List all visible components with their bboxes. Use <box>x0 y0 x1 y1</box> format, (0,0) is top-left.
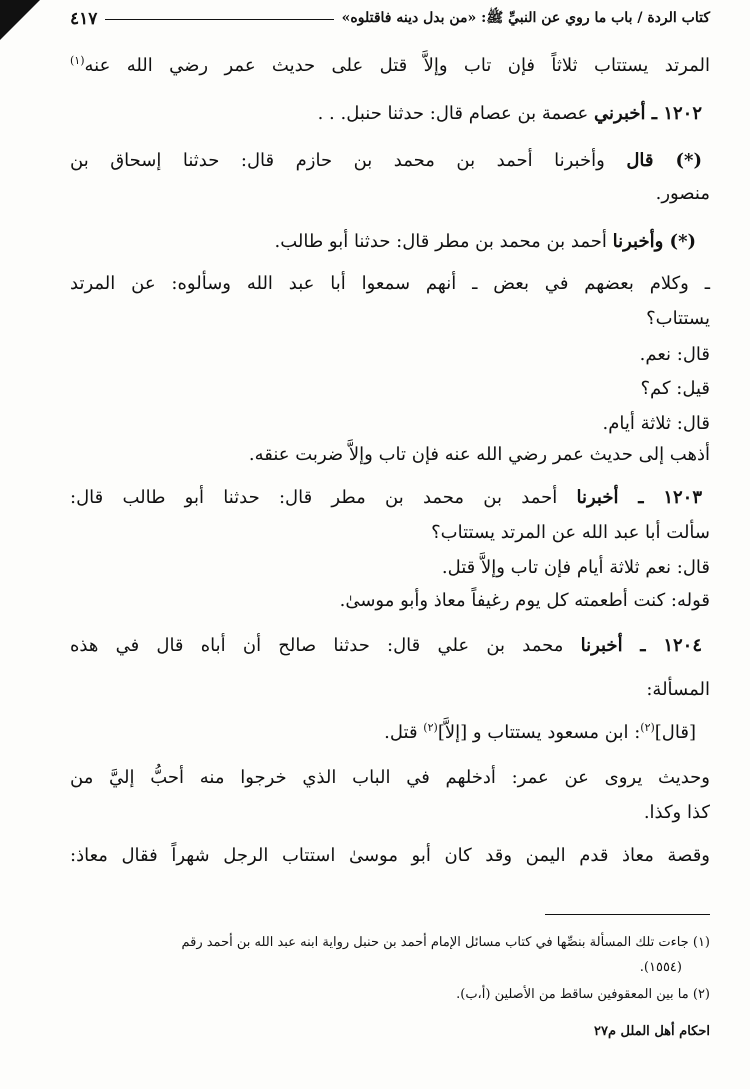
entry-1202 <box>70 100 702 128</box>
line-text: وأخبرنا أحمد بن محمد بن حازم قال: حدثنا إسحاق بن <box>70 150 605 171</box>
footnote-2: (٢) ما بين المعقوفين ساقط من الأصلين (أ،ب). <box>456 987 710 1002</box>
entry-number: ١٢٠٤ ـ أخبرنا <box>580 635 702 656</box>
running-head-title: كتاب الردة / باب ما روي عن النبيِّ ﷺ: «من بدل دينه فاقتلوه» <box>341 10 710 26</box>
text-line: وقصة معاذ قدم اليمن وقد كان أبو موسىٰ استتاب الرجل شهراً فقال معاذ: <box>70 845 710 866</box>
text-line: وحديث يروى عن عمر: أدخلهم في الباب الذي خرجوا منه أحبُّ إليَّ من <box>70 767 710 788</box>
book-page <box>70 0 710 1089</box>
printer-signature: احكام أهل الملل م٢٧ <box>594 1024 710 1039</box>
text-line <box>70 228 696 256</box>
line-text: أحمد بن محمد بن مطر قال: حدثنا أبو طالب قال: <box>70 487 558 508</box>
footnote-rule <box>545 914 710 915</box>
text-line: أذهب إلى حديث عمر رضي الله عنه فإن تاب وإلاَّ ضربت عنقه. <box>248 444 710 465</box>
entry-1204 <box>70 632 702 660</box>
line-text: محمد بن علي قال: حدثنا صالح أن أباه قال في هذه <box>70 635 564 656</box>
line-text: : ابن مسعود يستتاب و [إلاَّ] <box>437 722 641 743</box>
entry-number: ١٢٠٣ ـ أخبرنا <box>576 487 702 508</box>
text-line: قال: ثلاثة أيام. <box>602 413 710 434</box>
running-head <box>70 6 710 32</box>
text-line: قال: نعم ثلاثة أيام فإن تاب وإلاَّ قتل. <box>441 557 710 578</box>
footnote-ref: (٢) <box>640 721 655 734</box>
line-text: قتل. <box>384 722 424 743</box>
footnote-1: (١) جاءت تلك المسألة بنصِّها في كتاب مسائل الإمام أحمد بن حنبل رواية ابنه عبد الله بن أحمد رقم <box>181 935 710 950</box>
running-head-rule <box>105 19 333 20</box>
text-line: المسألة: <box>646 679 710 700</box>
line-text: [قال] <box>654 722 696 743</box>
line-text: أحمد بن محمد بن مطر قال: حدثنا أبو طالب. <box>274 231 607 252</box>
text-line: كذا وكذا. <box>643 802 710 823</box>
footnote-1-continuation: (١٥٥٤). <box>639 960 682 975</box>
text-line <box>70 719 696 747</box>
marker-text: (*) وأخبرنا <box>612 231 696 252</box>
footnote-ref: (٢) <box>423 721 438 734</box>
text-line: قوله: كنت أطعمته كل يوم رغيفاً معاذ وأبو موسىٰ. <box>339 590 710 611</box>
text-line: سألت أبا عبد الله عن المرتد يستتاب؟ <box>431 522 710 543</box>
page-corner-mark <box>0 0 40 40</box>
text-line: منصور. <box>655 183 710 204</box>
page-number: ٤١٧ <box>70 9 98 29</box>
entry-1203 <box>70 484 702 512</box>
text-line: قيل: كم؟ <box>640 378 710 399</box>
line-text: المرتد يستتاب ثلاثاً فإن تاب وإلاَّ قتل على حديث عمر رضي الله عنه <box>84 55 710 76</box>
text-line: قال: نعم. <box>639 344 710 365</box>
marker-text: (*) قال <box>626 150 702 171</box>
text-line <box>70 147 702 175</box>
text-line: يستتاب؟ <box>646 308 710 329</box>
text-line <box>70 52 710 80</box>
text-line: ـ وكلام بعضهم في بعض ـ أنهم سمعوا أبا عبد الله وسألوه: عن المرتد <box>70 273 710 294</box>
entry-number: ١٢٠٢ ـ أخبرني <box>594 103 702 124</box>
line-text: عصمة بن عصام قال: حدثنا حنبل. . . <box>317 103 589 124</box>
footnote-ref: (١) <box>70 54 85 67</box>
